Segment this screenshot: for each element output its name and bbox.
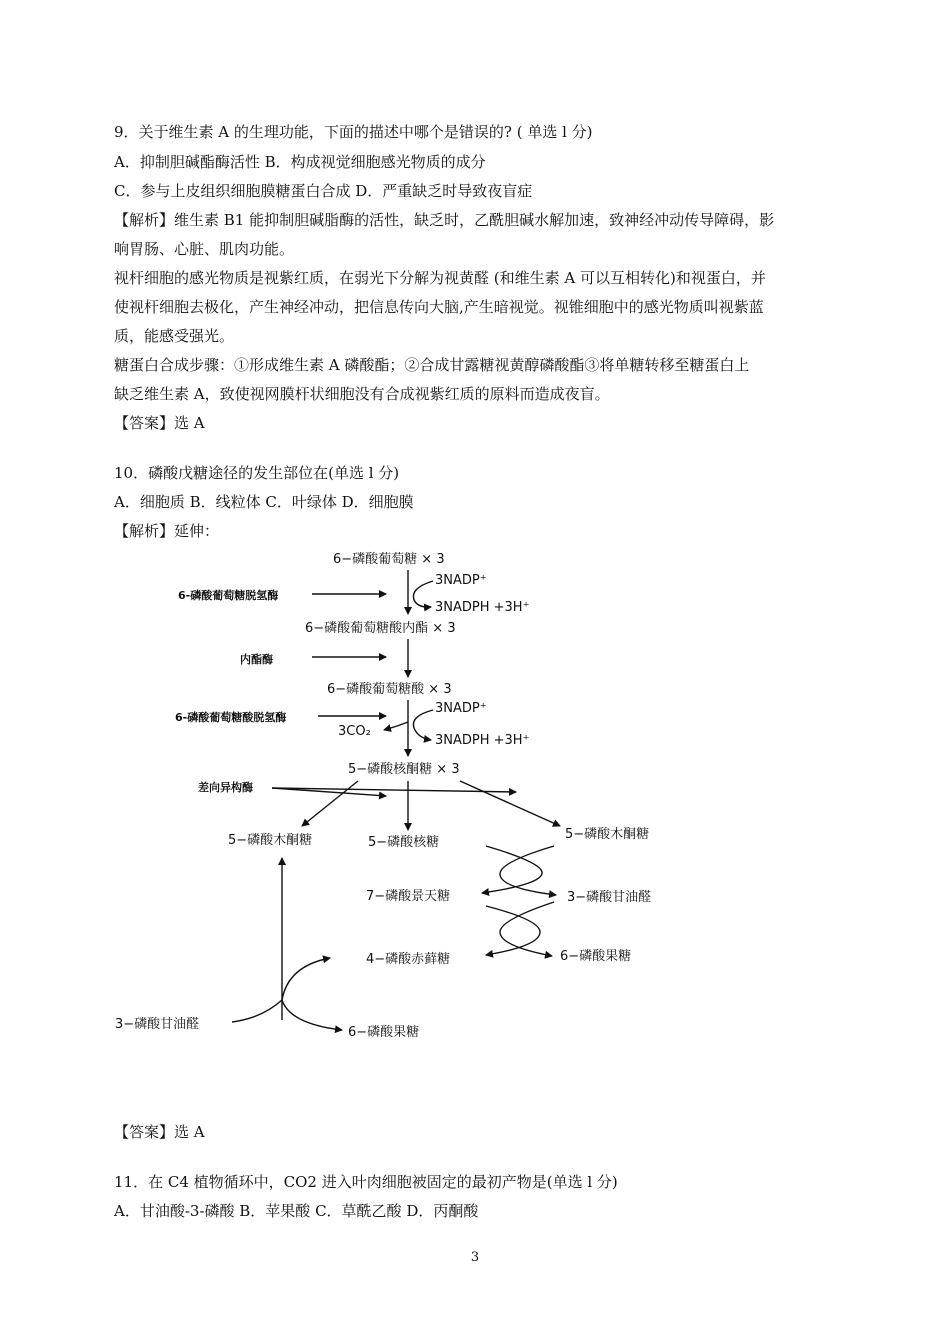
node-f6p-right: 6−磷酸果糖 xyxy=(560,949,632,964)
q10-analysis: 【解析】延伸： xyxy=(114,522,220,540)
q9-analysis-line: 质，能感受强光。 xyxy=(114,327,235,345)
node-g6p: 6−磷酸葡萄糖 × 3 xyxy=(333,552,445,567)
q9-analysis-line: 【解析】维生素 B1 能抑制胆碱脂酶的活性，缺乏时，乙酰胆碱水解加速，致神经冲动传导障碍，影 xyxy=(114,211,775,229)
node-lactone: 6−磷酸葡萄糖酸内酯 × 3 xyxy=(305,621,456,636)
q9-analysis-line: 缺乏维生素 A，致使视网膜杆状细胞没有合成视紫红质的原料而造成夜盲。 xyxy=(114,385,610,403)
pentose-phosphate-pathway-diagram xyxy=(100,540,820,1060)
node-s7p: 7−磷酸景天糖 xyxy=(366,889,451,904)
q10-answer: 【答案】选 A xyxy=(114,1123,205,1141)
q9-analysis-line: 使视杆细胞去极化，产生神经冲动，把信息传向大脑,产生暗视觉。视锥细胞中的感光物质叫视紫蓝 xyxy=(114,298,764,316)
q10-options: A．细胞质 B．线粒体 C．叶绿体 D．细胞膜 xyxy=(114,493,414,511)
q9-analysis-line: 响胃肠、心脏、肌肉功能。 xyxy=(114,240,295,258)
node-nadph-2: 3NADPH +3H⁺ xyxy=(435,733,530,748)
node-gluconate: 6−磷酸葡萄糖酸 × 3 xyxy=(327,682,452,697)
enzyme-g6pdh: 6-磷酸葡萄糖脱氢酶 xyxy=(178,589,279,602)
node-nadp-2: 3NADP⁺ xyxy=(435,701,487,716)
enzyme-lactonase: 内酯酶 xyxy=(240,653,273,666)
node-ru5p: 5−磷酸核酮糖 × 3 xyxy=(348,762,460,777)
enzyme-6pgdh: 6-磷酸葡萄糖酸脱氢酶 xyxy=(175,711,287,724)
page-number: 3 xyxy=(470,1250,480,1265)
enzyme-epimerase: 差向异构酶 xyxy=(198,781,253,794)
q11-question: 11．在 C4 植物循环中，CO2 进入叶肉细胞被固定的最初产物是(单选 l 分) xyxy=(114,1173,618,1191)
q11-options: A．甘油酸-3-磷酸 B．苹果酸 C．草酰乙酸 D．丙酮酸 xyxy=(114,1202,479,1220)
node-g3p-left: 3−磷酸甘油醛 xyxy=(115,1017,200,1032)
node-xu5p-right: 5−磷酸木酮糖 xyxy=(565,827,650,842)
node-r5p: 5−磷酸核糖 xyxy=(368,835,440,850)
node-f6p-bottom: 6−磷酸果糖 xyxy=(348,1025,420,1040)
node-nadp-1: 3NADP⁺ xyxy=(435,573,487,588)
node-e4p: 4−磷酸赤藓糖 xyxy=(366,952,451,967)
q9-options-cd: C．参与上皮组织细胞膜糖蛋白合成 D．严重缺乏时导致夜盲症 xyxy=(114,182,533,200)
node-nadph-1: 3NADPH +3H⁺ xyxy=(435,600,530,615)
q9-answer: 【答案】选 A xyxy=(114,414,205,432)
q9-options-ab: A．抑制胆碱酯酶活性 B．构成视觉细胞感光物质的成分 xyxy=(114,153,486,171)
q9-analysis-line: 视杆细胞的感光物质是视紫红质，在弱光下分解为视黄醛 (和维生素 A 可以互相转化)和视蛋白，并 xyxy=(114,269,766,287)
q10-question: 10．磷酸戊糖途径的发生部位在(单选 l 分) xyxy=(114,464,400,482)
node-g3p-right: 3−磷酸甘油醛 xyxy=(567,890,652,905)
node-co2: 3CO₂ xyxy=(338,724,371,739)
q9-analysis-line: 糖蛋白合成步骤：①形成维生素 A 磷酸酯；②合成甘露糖视黄醇磷酸酯③将单糖转移至糖蛋白上 xyxy=(114,356,750,374)
node-xu5p-left: 5−磷酸木酮糖 xyxy=(228,833,313,848)
q9-question: 9．关于维生素 A 的生理功能，下面的描述中哪个是错误的? ( 单选 l 分) xyxy=(114,123,593,141)
